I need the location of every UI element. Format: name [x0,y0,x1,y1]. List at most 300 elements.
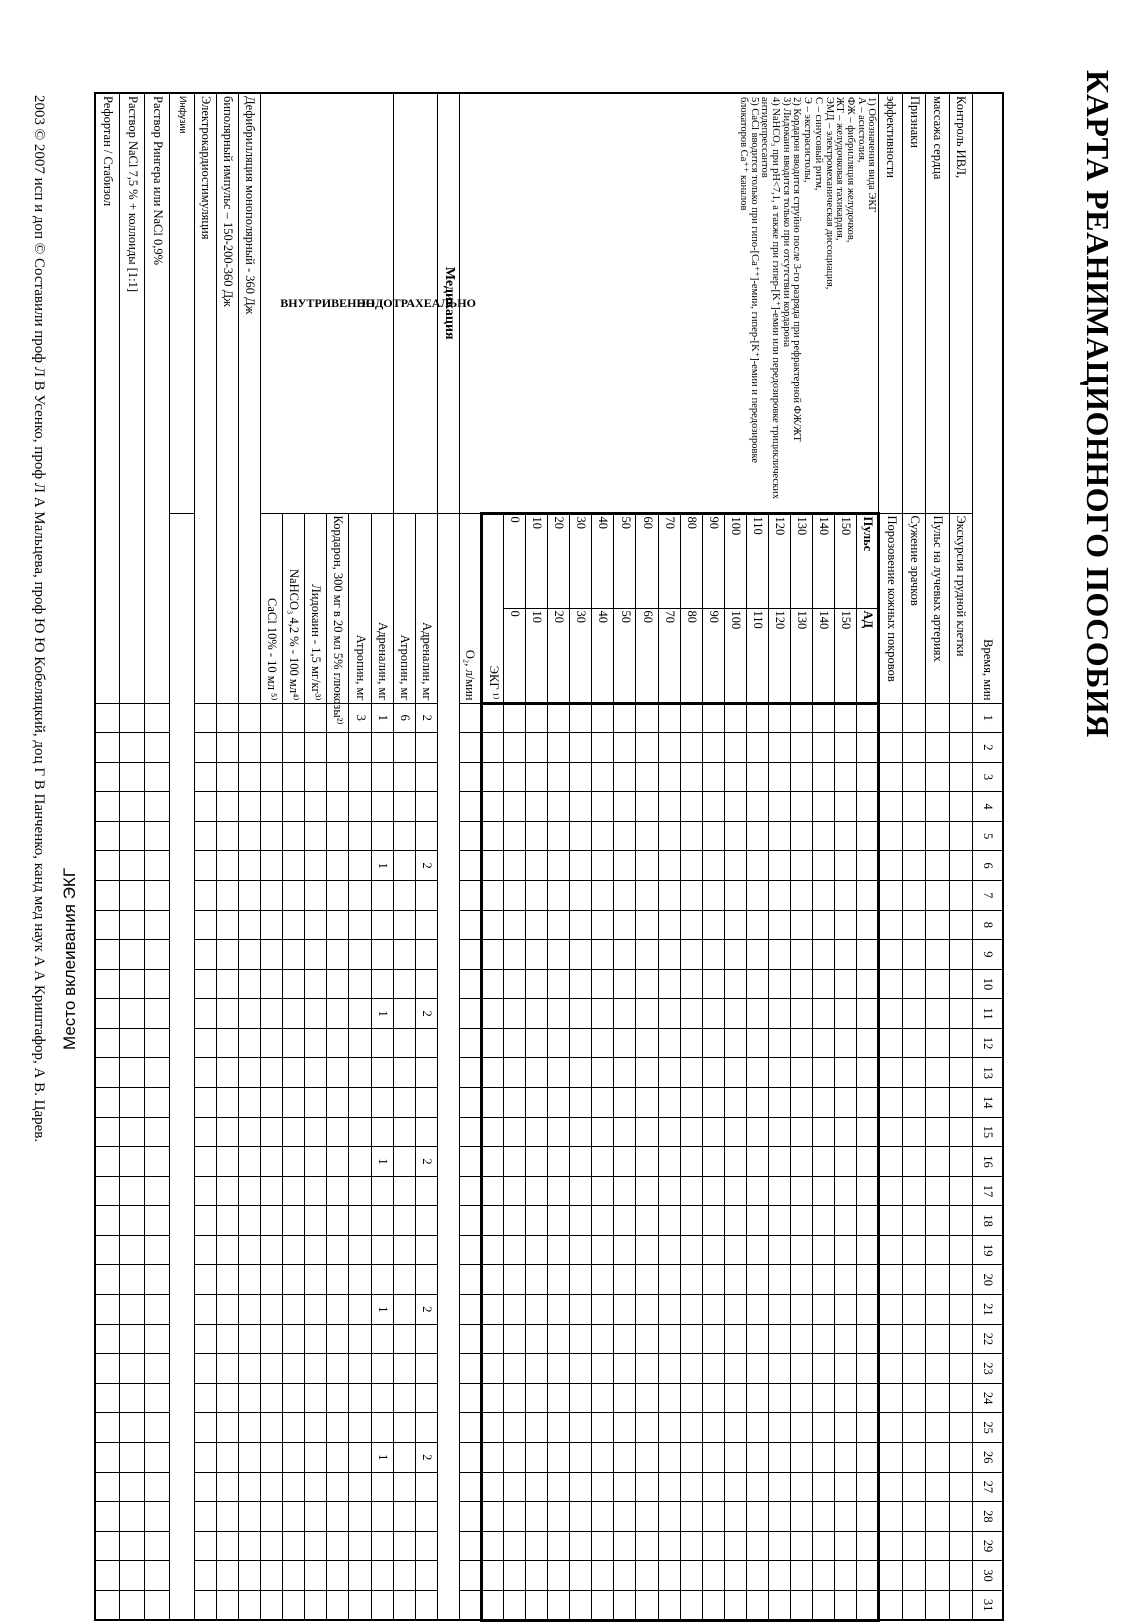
entry-cell[interactable] [768,1590,790,1620]
entry-cell[interactable] [261,1413,283,1443]
entry-cell[interactable] [570,1206,592,1236]
entry-cell[interactable] [949,1176,972,1206]
entry-cell[interactable] [857,703,879,733]
entry-cell[interactable] [680,1561,702,1591]
entry-cell[interactable] [791,792,813,822]
entry-cell[interactable] [548,1088,570,1118]
entry-cell[interactable] [926,1235,949,1265]
entry-cell[interactable] [857,1502,879,1532]
entry-cell[interactable] [614,1383,636,1413]
entry-cell[interactable] [504,703,526,733]
entry-cell[interactable] [415,969,437,999]
entry-cell[interactable] [393,1561,415,1591]
entry-cell[interactable] [746,1383,768,1413]
entry-cell[interactable] [636,969,658,999]
entry-cell[interactable] [570,762,592,792]
entry-value[interactable]: 1 [371,1147,393,1177]
entry-cell[interactable] [724,969,746,999]
entry-cell[interactable] [658,1088,680,1118]
entry-cell[interactable] [120,1176,145,1206]
entry-cell[interactable] [393,1058,415,1088]
entry-cell[interactable] [261,1590,283,1620]
entry-cell[interactable] [305,910,327,940]
entry-cell[interactable] [349,1502,371,1532]
entry-cell[interactable] [371,792,393,822]
entry-cell[interactable] [835,1235,857,1265]
entry-cell[interactable] [120,792,145,822]
entry-cell[interactable] [949,910,972,940]
entry-cell[interactable] [239,999,261,1029]
entry-cell[interactable] [526,1028,548,1058]
entry-cell[interactable] [902,762,925,792]
entry-cell[interactable] [791,1502,813,1532]
entry-cell[interactable] [702,1502,724,1532]
entry-cell[interactable] [592,1088,614,1118]
entry-cell[interactable] [857,1058,879,1088]
entry-cell[interactable] [120,1413,145,1443]
entry-cell[interactable] [658,762,680,792]
entry-cell[interactable] [481,969,503,999]
entry-cell[interactable] [902,1590,925,1620]
entry-cell[interactable] [393,1028,415,1058]
entry-cell[interactable] [95,821,120,851]
entry-cell[interactable] [926,792,949,822]
entry-cell[interactable] [592,703,614,733]
entry-cell[interactable] [791,940,813,970]
entry-cell[interactable] [791,1117,813,1147]
entry-cell[interactable] [548,851,570,881]
entry-cell[interactable] [459,969,481,999]
entry-cell[interactable] [680,733,702,763]
entry-cell[interactable] [658,1590,680,1620]
entry-cell[interactable] [835,1176,857,1206]
entry-cell[interactable] [702,1265,724,1295]
entry-cell[interactable] [949,1117,972,1147]
entry-cell[interactable] [194,733,216,763]
entry-cell[interactable] [949,1472,972,1502]
entry-cell[interactable] [791,1324,813,1354]
entry-cell[interactable] [680,940,702,970]
entry-cell[interactable] [835,733,857,763]
entry-cell[interactable] [570,910,592,940]
entry-cell[interactable] [570,880,592,910]
entry-cell[interactable] [95,940,120,970]
entry-cell[interactable] [120,1383,145,1413]
entry-cell[interactable] [239,762,261,792]
entry-cell[interactable] [504,1265,526,1295]
entry-cell[interactable] [658,999,680,1029]
entry-cell[interactable] [548,1413,570,1443]
entry-cell[interactable] [504,851,526,881]
entry-cell[interactable] [95,851,120,881]
entry-cell[interactable] [371,969,393,999]
entry-cell[interactable] [459,762,481,792]
entry-cell[interactable] [526,1472,548,1502]
entry-cell[interactable] [902,880,925,910]
entry-cell[interactable] [120,969,145,999]
entry-cell[interactable] [459,1472,481,1502]
entry-cell[interactable] [857,910,879,940]
entry-cell[interactable] [548,940,570,970]
entry-cell[interactable] [835,1472,857,1502]
entry-cell[interactable] [305,1176,327,1206]
entry-cell[interactable] [327,940,349,970]
entry-cell[interactable] [813,1590,835,1620]
entry-cell[interactable] [194,1472,216,1502]
entry-cell[interactable] [835,1502,857,1532]
entry-cell[interactable] [570,1295,592,1325]
entry-cell[interactable] [261,1502,283,1532]
entry-cell[interactable] [349,1354,371,1384]
entry-cell[interactable] [636,1295,658,1325]
entry-cell[interactable] [570,733,592,763]
entry-cell[interactable] [813,1147,835,1177]
entry-cell[interactable] [614,762,636,792]
entry-cell[interactable] [614,1442,636,1472]
entry-cell[interactable] [526,1206,548,1236]
entry-cell[interactable] [680,1531,702,1561]
entry-cell[interactable] [327,1324,349,1354]
entry-cell[interactable] [194,969,216,999]
entry-cell[interactable] [614,1088,636,1118]
entry-cell[interactable] [349,1265,371,1295]
entry-cell[interactable] [120,940,145,970]
entry-cell[interactable] [658,1147,680,1177]
entry-cell[interactable] [145,1147,170,1177]
entry-cell[interactable] [879,1265,902,1295]
entry-cell[interactable] [504,1235,526,1265]
entry-cell[interactable] [415,1590,437,1620]
entry-cell[interactable] [570,1235,592,1265]
entry-cell[interactable] [746,1324,768,1354]
entry-cell[interactable] [349,910,371,940]
entry-cell[interactable] [570,1088,592,1118]
entry-cell[interactable] [194,940,216,970]
entry-cell[interactable] [835,1117,857,1147]
entry-cell[interactable] [120,1088,145,1118]
entry-cell[interactable] [746,940,768,970]
entry-cell[interactable] [857,1028,879,1058]
entry-cell[interactable] [194,1176,216,1206]
entry-cell[interactable] [746,1295,768,1325]
entry-cell[interactable] [261,1295,283,1325]
entry-cell[interactable] [702,1561,724,1591]
entry-cell[interactable] [592,969,614,999]
entry-cell[interactable] [239,1295,261,1325]
entry-cell[interactable] [194,1502,216,1532]
entry-cell[interactable] [857,1472,879,1502]
entry-cell[interactable] [415,910,437,940]
entry-cell[interactable] [393,1117,415,1147]
entry-cell[interactable] [504,1354,526,1384]
entry-cell[interactable] [857,1088,879,1118]
entry-cell[interactable] [120,1590,145,1620]
entry-cell[interactable] [791,969,813,999]
entry-cell[interactable] [371,940,393,970]
entry-cell[interactable] [504,1472,526,1502]
entry-cell[interactable] [724,1354,746,1384]
entry-cell[interactable] [349,969,371,999]
entry-cell[interactable] [239,880,261,910]
entry-cell[interactable] [636,1235,658,1265]
entry-cell[interactable] [349,1058,371,1088]
entry-cell[interactable] [95,1058,120,1088]
entry-cell[interactable] [592,1117,614,1147]
entry-cell[interactable] [813,1413,835,1443]
entry-cell[interactable] [371,880,393,910]
entry-cell[interactable] [217,1324,239,1354]
entry-cell[interactable] [239,910,261,940]
entry-cell[interactable] [570,821,592,851]
entry-cell[interactable] [349,1028,371,1058]
entry-cell[interactable] [526,1561,548,1591]
entry-value[interactable]: 1 [371,1442,393,1472]
entry-cell[interactable] [636,999,658,1029]
entry-cell[interactable] [283,1176,305,1206]
entry-cell[interactable] [879,733,902,763]
entry-cell[interactable] [239,1028,261,1058]
entry-cell[interactable] [327,1088,349,1118]
entry-cell[interactable] [680,703,702,733]
entry-cell[interactable] [261,999,283,1029]
entry-cell[interactable] [702,1590,724,1620]
entry-cell[interactable] [658,1265,680,1295]
entry-cell[interactable] [349,821,371,851]
entry-cell[interactable] [724,1590,746,1620]
entry-cell[interactable] [857,821,879,851]
entry-cell[interactable] [949,1147,972,1177]
entry-cell[interactable] [570,1561,592,1591]
entry-cell[interactable] [949,733,972,763]
entry-cell[interactable] [857,792,879,822]
entry-cell[interactable] [857,880,879,910]
entry-cell[interactable] [415,792,437,822]
entry-cell[interactable] [658,1295,680,1325]
entry-cell[interactable] [526,1117,548,1147]
entry-cell[interactable] [879,1354,902,1384]
entry-cell[interactable] [120,1028,145,1058]
entry-cell[interactable] [949,1442,972,1472]
entry-cell[interactable] [857,1590,879,1620]
entry-cell[interactable] [145,1088,170,1118]
entry-cell[interactable] [724,1502,746,1532]
entry-cell[interactable] [570,1117,592,1147]
entry-cell[interactable] [746,1442,768,1472]
entry-cell[interactable] [949,1531,972,1561]
entry-cell[interactable] [592,851,614,881]
entry-cell[interactable] [680,1472,702,1502]
entry-cell[interactable] [526,999,548,1029]
entry-cell[interactable] [592,762,614,792]
entry-cell[interactable] [526,733,548,763]
entry-cell[interactable] [95,1354,120,1384]
entry-cell[interactable] [926,1206,949,1236]
entry-cell[interactable] [592,940,614,970]
entry-cell[interactable] [746,1590,768,1620]
entry-cell[interactable] [724,1235,746,1265]
entry-cell[interactable] [680,1147,702,1177]
entry-cell[interactable] [548,999,570,1029]
entry-cell[interactable] [349,1383,371,1413]
entry-cell[interactable] [768,940,790,970]
entry-cell[interactable] [393,910,415,940]
entry-cell[interactable] [570,1383,592,1413]
entry-cell[interactable] [261,733,283,763]
entry-cell[interactable] [926,1442,949,1472]
entry-cell[interactable] [636,821,658,851]
entry-cell[interactable] [879,1383,902,1413]
entry-cell[interactable] [261,1206,283,1236]
entry-cell[interactable] [217,733,239,763]
entry-cell[interactable] [813,999,835,1029]
entry-cell[interactable] [145,880,170,910]
entry-cell[interactable] [504,762,526,792]
entry-cell[interactable] [120,1295,145,1325]
entry-cell[interactable] [459,1147,481,1177]
entry-cell[interactable] [481,940,503,970]
entry-cell[interactable] [746,1058,768,1088]
entry-cell[interactable] [305,1028,327,1058]
entry-cell[interactable] [857,1147,879,1177]
entry-cell[interactable] [548,910,570,940]
entry-cell[interactable] [857,1561,879,1591]
entry-cell[interactable] [614,792,636,822]
entry-value[interactable]: 1 [371,1295,393,1325]
entry-cell[interactable] [835,999,857,1029]
entry-cell[interactable] [768,1531,790,1561]
entry-value[interactable]: 1 [371,851,393,881]
entry-cell[interactable] [481,1590,503,1620]
entry-cell[interactable] [570,969,592,999]
entry-cell[interactable] [283,1265,305,1295]
entry-cell[interactable] [415,1117,437,1147]
entry-cell[interactable] [879,851,902,881]
entry-cell[interactable] [305,1472,327,1502]
entry-cell[interactable] [481,733,503,763]
entry-cell[interactable] [614,1561,636,1591]
entry-cell[interactable] [283,1117,305,1147]
entry-cell[interactable] [415,1561,437,1591]
entry-cell[interactable] [636,1561,658,1591]
entry-cell[interactable] [724,821,746,851]
entry-cell[interactable] [768,1561,790,1591]
entry-cell[interactable] [570,1265,592,1295]
entry-value[interactable]: 2 [415,1295,437,1325]
entry-cell[interactable] [724,940,746,970]
entry-cell[interactable] [724,1028,746,1058]
entry-cell[interactable] [746,821,768,851]
entry-cell[interactable] [926,1413,949,1443]
entry-value[interactable]: 2 [415,1147,437,1177]
entry-cell[interactable] [261,940,283,970]
entry-cell[interactable] [592,792,614,822]
entry-cell[interactable] [926,1265,949,1295]
entry-cell[interactable] [902,1295,925,1325]
entry-cell[interactable] [614,703,636,733]
entry-cell[interactable] [791,1058,813,1088]
entry-cell[interactable] [813,1206,835,1236]
entry-cell[interactable] [702,1295,724,1325]
entry-cell[interactable] [327,1058,349,1088]
entry-cell[interactable] [879,1590,902,1620]
entry-cell[interactable] [592,1590,614,1620]
entry-cell[interactable] [746,1028,768,1058]
entry-cell[interactable] [371,762,393,792]
entry-cell[interactable] [526,1176,548,1206]
entry-cell[interactable] [548,1324,570,1354]
entry-cell[interactable] [768,703,790,733]
entry-cell[interactable] [592,880,614,910]
entry-cell[interactable] [835,1354,857,1384]
entry-cell[interactable] [592,733,614,763]
entry-cell[interactable] [526,1058,548,1088]
entry-cell[interactable] [813,1561,835,1591]
entry-cell[interactable] [481,1383,503,1413]
entry-cell[interactable] [592,1058,614,1088]
entry-cell[interactable] [768,851,790,881]
entry-cell[interactable] [768,1058,790,1088]
entry-cell[interactable] [120,1354,145,1384]
entry-cell[interactable] [835,1295,857,1325]
entry-cell[interactable] [95,1324,120,1354]
entry-cell[interactable] [261,1028,283,1058]
entry-cell[interactable] [239,1117,261,1147]
entry-cell[interactable] [680,1176,702,1206]
entry-cell[interactable] [393,880,415,910]
entry-cell[interactable] [371,821,393,851]
entry-cell[interactable] [813,1088,835,1118]
entry-cell[interactable] [857,1383,879,1413]
entry-cell[interactable] [768,1235,790,1265]
entry-cell[interactable] [120,1265,145,1295]
entry-cell[interactable] [194,880,216,910]
entry-cell[interactable] [614,1176,636,1206]
entry-cell[interactable] [702,1117,724,1147]
entry-cell[interactable] [526,1295,548,1325]
entry-cell[interactable] [926,1147,949,1177]
entry-cell[interactable] [636,1028,658,1058]
entry-cell[interactable] [305,999,327,1029]
entry-cell[interactable] [636,1324,658,1354]
entry-cell[interactable] [327,1590,349,1620]
entry-cell[interactable] [217,1442,239,1472]
entry-cell[interactable] [415,1383,437,1413]
entry-cell[interactable] [194,1295,216,1325]
entry-cell[interactable] [217,1472,239,1502]
entry-cell[interactable] [145,1235,170,1265]
entry-cell[interactable] [879,1117,902,1147]
entry-cell[interactable] [145,1531,170,1561]
entry-cell[interactable] [570,1058,592,1088]
entry-cell[interactable] [548,821,570,851]
entry-cell[interactable] [504,1383,526,1413]
entry-cell[interactable] [791,733,813,763]
entry-cell[interactable] [813,880,835,910]
entry-cell[interactable] [614,851,636,881]
entry-cell[interactable] [145,1590,170,1620]
entry-value[interactable]: 2 [415,1442,437,1472]
entry-cell[interactable] [548,1147,570,1177]
entry-cell[interactable] [526,703,548,733]
entry-cell[interactable] [239,1442,261,1472]
entry-cell[interactable] [768,1295,790,1325]
entry-cell[interactable] [120,821,145,851]
entry-cell[interactable] [349,851,371,881]
entry-cell[interactable] [702,880,724,910]
entry-cell[interactable] [902,1324,925,1354]
entry-cell[interactable] [592,1413,614,1443]
entry-cell[interactable] [926,1502,949,1532]
